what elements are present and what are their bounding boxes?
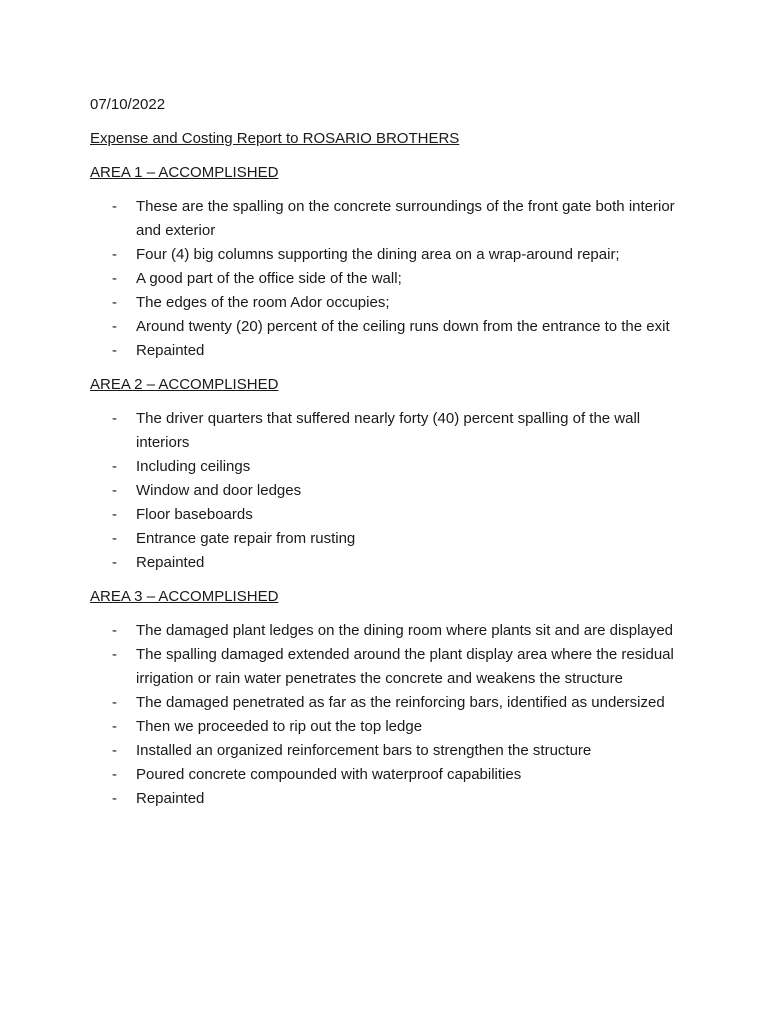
bullet-dash: - xyxy=(112,342,117,359)
list-item xyxy=(90,763,680,787)
list-item xyxy=(90,195,680,243)
bullet-dash: - xyxy=(112,294,117,311)
list-item xyxy=(90,551,680,575)
area-1-list xyxy=(90,195,680,363)
list-item xyxy=(90,503,680,527)
list-item xyxy=(90,407,680,455)
bullet-dash: - xyxy=(112,506,117,523)
bullet-dash: - xyxy=(112,790,117,807)
list-item-text: The driver quarters that suffered nearly forty (40) percent spalling of the wall interiors xyxy=(136,410,641,451)
list-item xyxy=(90,455,680,479)
list-item-text: Including ceilings xyxy=(136,458,251,475)
list-item xyxy=(90,691,680,715)
bullet-dash: - xyxy=(112,694,117,711)
list-item-text: Four (4) big columns supporting the dining area on a wrap-around repair; xyxy=(136,246,620,263)
bullet-dash: - xyxy=(112,554,117,571)
document-page xyxy=(90,93,680,821)
list-item-text: A good part of the office side of the wall; xyxy=(136,270,402,287)
list-item-text: Around twenty (20) percent of the ceiling runs down from the entrance to the exit xyxy=(136,318,670,335)
area-2-list xyxy=(90,407,680,575)
list-item xyxy=(90,267,680,291)
bullet-dash: - xyxy=(112,646,117,663)
list-item xyxy=(90,643,680,691)
list-item-text: Entrance gate repair from rusting xyxy=(136,530,356,547)
list-item-text: Floor baseboards xyxy=(136,506,253,523)
bullet-dash: - xyxy=(112,530,117,547)
area-1-heading: AREA 1 – ACCOMPLISHED xyxy=(90,164,279,181)
bullet-dash: - xyxy=(112,766,117,783)
bullet-dash: - xyxy=(112,482,117,499)
list-item-text: Then we proceeded to rip out the top ledge xyxy=(136,718,423,735)
list-item xyxy=(90,339,680,363)
bullet-dash: - xyxy=(112,270,117,287)
list-item xyxy=(90,479,680,503)
list-item-text: The damaged plant ledges on the dining room where plants sit and are displayed xyxy=(136,622,674,639)
list-item-text: Repainted xyxy=(136,342,205,359)
report-date: 07/10/2022 xyxy=(90,96,166,113)
list-item xyxy=(90,527,680,551)
list-item-text: Window and door ledges xyxy=(136,482,302,499)
list-item-text: The spalling damaged extended around the plant display area where the residual irrigation or rain water penetrates the concrete and weakens the structure xyxy=(136,646,674,687)
list-item xyxy=(90,715,680,739)
list-item xyxy=(90,787,680,811)
bullet-dash: - xyxy=(112,318,117,335)
bullet-dash: - xyxy=(112,458,117,475)
list-item-text: Poured concrete compounded with waterproof capabilities xyxy=(136,766,522,783)
bullet-dash: - xyxy=(112,198,117,215)
list-item-text: The edges of the room Ador occupies; xyxy=(136,294,390,311)
list-item-text: Installed an organized reinforcement bars to strengthen the structure xyxy=(136,742,592,759)
area-2-heading: AREA 2 – ACCOMPLISHED xyxy=(90,376,279,393)
list-item xyxy=(90,739,680,763)
list-item-text: Repainted xyxy=(136,554,205,571)
bullet-dash: - xyxy=(112,718,117,735)
list-item-text: Repainted xyxy=(136,790,205,807)
area-3-heading: AREA 3 – ACCOMPLISHED xyxy=(90,588,279,605)
report-title: Expense and Costing Report to ROSARIO BROTHERS xyxy=(90,130,460,147)
list-item xyxy=(90,315,680,339)
bullet-dash: - xyxy=(112,246,117,263)
bullet-dash: - xyxy=(112,410,117,427)
bullet-dash: - xyxy=(112,622,117,639)
list-item-text: The damaged penetrated as far as the reinforcing bars, identified as undersized xyxy=(136,694,665,711)
list-item-text: These are the spalling on the concrete surroundings of the front gate both interior and exterior xyxy=(136,198,675,239)
list-item xyxy=(90,619,680,643)
bullet-dash: - xyxy=(112,742,117,759)
list-item xyxy=(90,291,680,315)
area-3-list xyxy=(90,619,680,811)
list-item xyxy=(90,243,680,267)
